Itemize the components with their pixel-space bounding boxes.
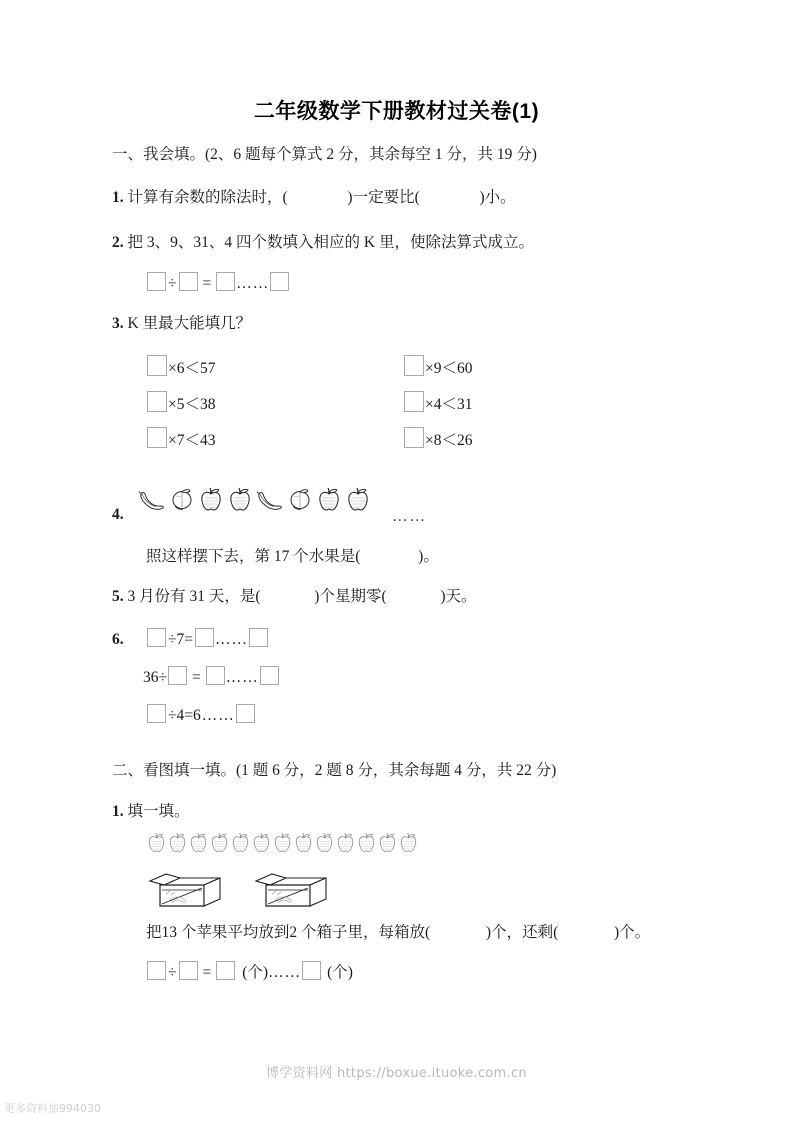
equals-operator: =	[202, 275, 212, 292]
question-6-equation-2	[143, 666, 280, 687]
banana-icon	[256, 489, 284, 516]
answer-box[interactable]	[236, 704, 255, 723]
question-6-number: 6.	[112, 631, 124, 648]
question-3-item-4	[403, 391, 473, 414]
answer-box[interactable]	[302, 961, 321, 980]
question-3-item-2-expr: ×9＜60	[425, 360, 473, 377]
question-6-equation-1	[146, 628, 269, 649]
answer-box[interactable]	[216, 272, 235, 291]
question-6-eq2-op: =	[192, 669, 201, 686]
answer-box[interactable]	[404, 355, 424, 376]
question-2-equation	[146, 272, 290, 293]
prompt-before: 把13 个苹果平均放到2 个箱子里，每箱放(	[146, 924, 431, 941]
question-4-text: 照这样摆下去，第 17 个水果是(	[146, 548, 361, 565]
question-3-item-1	[146, 355, 216, 378]
unit-label-1: (个)	[242, 964, 269, 981]
equals-operator: =	[202, 964, 212, 981]
question-4-prompt	[146, 545, 439, 568]
watermark-bottom-left: 更多资料加994030	[4, 1102, 101, 1115]
apple-icon	[335, 832, 356, 859]
answer-box[interactable]	[147, 355, 167, 376]
question-3-item-5-expr: ×7＜43	[168, 432, 216, 449]
banana-icon	[138, 489, 166, 516]
question-4-text-after: )。	[418, 548, 439, 565]
question-6-eq3-op: ÷4=6	[168, 707, 201, 724]
prompt-middle: )个，还剩(	[485, 924, 559, 941]
answer-box[interactable]	[147, 391, 167, 412]
question-3-item-3-expr: ×5＜38	[168, 396, 216, 413]
question-4-number-wrap	[112, 503, 124, 526]
apple-icon	[293, 832, 314, 859]
question-3-item-3	[146, 391, 216, 414]
section-2-question-1-text: 填一填。	[127, 803, 190, 820]
unit-label-2: (个)	[327, 964, 353, 981]
apple-icon	[167, 832, 188, 859]
question-3-text: K 里最大能填几？	[127, 315, 252, 332]
question-5	[112, 585, 477, 608]
answer-box[interactable]	[147, 704, 166, 723]
answer-box[interactable]	[179, 272, 198, 291]
apple-icon	[227, 487, 253, 518]
answer-box[interactable]	[147, 628, 166, 647]
section-2-question-1-equation	[146, 960, 353, 982]
apple-icon	[316, 487, 342, 518]
divide-operator: ÷	[168, 964, 177, 981]
apple-icon	[398, 832, 419, 859]
question-5-number: 5.	[112, 588, 124, 605]
open-box-icon	[146, 868, 224, 919]
answer-box[interactable]	[404, 391, 424, 412]
question-3-item-2	[403, 355, 473, 378]
answer-box[interactable]	[249, 628, 268, 647]
page-title: 二年级数学下册教材过关卷(1)	[253, 100, 540, 123]
apple-icon	[209, 832, 230, 859]
section-2-heading: 二、看图填一填。(1 题 6 分，2 题 8 分，其余每题 4 分，共 22 分)	[112, 762, 557, 779]
section-1-heading: 一、我会填。(2、6 题每个算式 2 分，其余每空 1 分，共 19 分)	[112, 146, 537, 163]
answer-box[interactable]	[168, 666, 187, 685]
question-2-text: 把 3、9、31、4 四个数填入相应的 K 里，使除法算式成立。	[127, 234, 534, 251]
answer-box[interactable]	[195, 628, 214, 647]
box-illustration-row	[146, 868, 358, 919]
question-6-eq2-left: 36÷	[143, 669, 168, 686]
remainder-dots: ……	[215, 631, 248, 648]
apple-icon	[188, 832, 209, 859]
apple-icon	[356, 832, 377, 859]
answer-box[interactable]	[179, 961, 198, 980]
answer-box[interactable]	[216, 961, 235, 980]
remainder-dots: ……	[225, 669, 259, 686]
watermark-center: 博学资料网 https://boxue.ituoke.com.cn	[266, 1066, 527, 1081]
question-5-text-before: 3 月份有 31 天，是(	[127, 588, 261, 605]
question-6-eq1-op: ÷7=	[168, 631, 193, 648]
question-1	[112, 186, 516, 209]
apple-icon	[272, 832, 293, 859]
question-3	[112, 312, 251, 335]
answer-box[interactable]	[147, 272, 166, 291]
remainder-dots: ……	[236, 275, 270, 292]
question-1-text-after: )小。	[479, 189, 516, 206]
question-3-item-6	[403, 427, 473, 450]
remainder-dots: ……	[201, 707, 235, 724]
question-3-number: 3.	[112, 315, 124, 332]
apple-icon	[146, 832, 167, 859]
question-3-item-4-expr: ×4＜31	[425, 396, 473, 413]
question-4-fruit-pattern	[138, 487, 374, 518]
question-3-item-1-expr: ×6＜57	[168, 360, 216, 377]
question-1-text-middle: )一定要比(	[347, 189, 420, 206]
question-5-text-after: )天。	[440, 588, 477, 605]
apple-icon	[345, 487, 371, 518]
question-2	[112, 231, 534, 254]
question-2-number: 2.	[112, 234, 124, 251]
question-6-equation-3	[146, 704, 256, 725]
answer-box[interactable]	[270, 272, 289, 291]
remainder-dots: ……	[268, 964, 302, 981]
answer-box[interactable]	[206, 666, 225, 685]
question-1-text-before: 计算有余数的除法时，(	[127, 189, 288, 206]
peach-icon	[287, 488, 313, 517]
answer-box[interactable]	[147, 427, 167, 448]
answer-box[interactable]	[260, 666, 279, 685]
divide-operator: ÷	[168, 275, 177, 292]
section-2-question-1-number: 1.	[112, 803, 124, 820]
apple-icon	[314, 832, 335, 859]
answer-box[interactable]	[404, 427, 424, 448]
prompt-after: )个。	[614, 924, 651, 941]
question-4-number: 4.	[112, 506, 124, 523]
question-3-item-5	[146, 427, 216, 450]
question-4-pattern-ellipsis: ……	[392, 508, 427, 525]
apple-icon	[230, 832, 251, 859]
section-2-question-1	[112, 800, 190, 823]
question-5-text-middle: )个星期零(	[314, 588, 387, 605]
apple-icon	[198, 487, 224, 518]
question-3-item-6-expr: ×8＜26	[425, 432, 473, 449]
apple-icon	[251, 832, 272, 859]
open-box-icon	[252, 868, 330, 919]
peach-icon	[169, 488, 195, 517]
apple-icon	[377, 832, 398, 859]
answer-box[interactable]	[147, 961, 166, 980]
question-1-number: 1.	[112, 189, 124, 206]
section-2-question-1-prompt	[146, 921, 650, 944]
apple-illustration-row	[146, 832, 419, 859]
question-6-number-wrap	[112, 628, 124, 651]
